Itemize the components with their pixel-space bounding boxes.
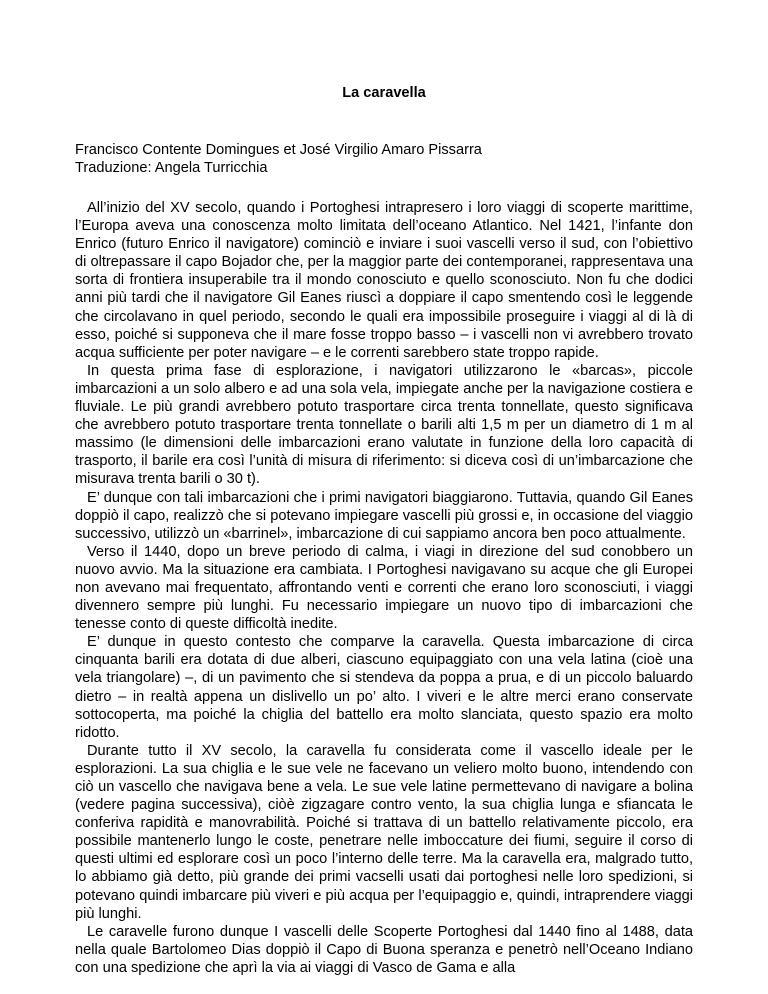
- paragraph: E’ dunque in questo contesto che comparve la caravella. Questa imbarcazione di circa cinquanta barili era dotata di due alberi, ciascuno equipaggiato con una vela latina (cioè una vela triangolare) –, di un pavimento che si stendeva da poppa a prua, e di un piccolo baluardo dietro – in realtà appena un dislivello un po’ alto. I viveri e le altre merci erano conservate sottocoperta, ma poiché la chiglia del battello era molto slanciata, questo spazio era molto ridotto.: [75, 634, 693, 741]
- paragraph: In questa prima fase di esplorazione, i navigatori utilizzarono le «barcas», piccole imbarcazioni a un solo albero e ad una sola vela, impiegate anche per la navigazione costiera e fluviale. Le più grandi avrebbero potuto trasportare circa trenta tonnellate, questo significava che avrebbero potuto trasportare trenta tonnellate o barili alti 1,5 m per un diametro di 1 m al massimo (le dimensioni delle imbarcazioni erano valutate in funzione della loro capacità di trasporto, il barile era così l’unità di misura di riferimento: si diceva così di un’imbarcazione che misurava trenta barili o 30 t).: [75, 362, 693, 488]
- author-block: [75, 141, 693, 177]
- paragraph: Verso il 1440, dopo un breve periodo di calma, i viagi in direzione del sud conobbero un nuovo avvio. Ma la situazione era cambiata. I Portoghesi navigavano su acque che gli Europei non avevano mai frequentato, affrontando venti e correnti che erano loro sconosciuti, i viaggi divennero sempre più lunghi. Fu necessario impiegare un nuovo tipo di imbarcazioni che tenesse conto di queste difficoltà inedite.: [75, 543, 693, 633]
- document-body: [75, 199, 693, 977]
- paragraph: All’inizio del XV secolo, quando i Portoghesi intrapresero i loro viaggi di scoperte marittime, l’Europa aveva una conoscenza molto limitata dell’oceano Atlantico. Nel 1421, l’infante don Enrico (futuro Enrico il navigatore) cominciò e inviare i suoi vascelli verso il sud, con l’obiettivo di oltrepassare il capo Bojador che, per la maggior parte dei contemporanei, rappresentava una sorta di frontiera insuperabile tra il mondo conosciuto e quello sconosciuto. Non fu che dodici anni più tardi che il navigatore Gil Eanes riuscì a doppiare il capo smentendo così le leggende che circolavano in quel periodo, secondo le quali era impossibile proseguire i viaggi al di là di esso, poiché si supponeva che il mare fosse troppo basso – i vascelli non vi avrebbero trovato acqua sufficiente per poter navigare – e le correnti sarebbero state troppo rapide.: [75, 200, 693, 361]
- paragraph: Le caravelle furono dunque I vascelli delle Scoperte Portoghesi dal 1440 fino al 1488, data nella quale Bartolomeo Dias doppiò il Capo di Buona speranza e penetrò nell’Oceano Indiano con una spedizione che aprì la via ai viaggi di Vasco de Gama e alla: [75, 923, 693, 976]
- paragraph: E’ dunque con tali imbarcazioni che i primi navigatori biaggiarono. Tuttavia, quando Gil Eanes doppiò il capo, realizzò che si potevano impiegare vascelli più grossi e, in occasione del viaggio successivo, utilizzò un «barrinel», imbarcazione di cui sappiamo ancora ben poco attualmente.: [75, 489, 693, 542]
- paragraph: Durante tutto il XV secolo, la caravella fu considerata come il vascello ideale per le esplorazioni. La sua chiglia e le sue vele ne facevano un veliero molto buono, intendendo con ciò un vascello che navigava bene a vela. Le sue vele latine permettevano di navigare a bolina (vedere pagina successiva), ciòè zigzagare contro vento, la sua chiglia lunga e sfiancata le conferiva rapidità e manovrabilità. Poiché si trattava di un battello relativamente piccolo, era possibile mantenerlo lungo le coste, penetrare nelle imboccature dei fiumi, seguire il corso di questi ultimi ed esplorare così un poco l’interno delle terre. Ma la caravella era, malgrado tutto, lo abbiamo già detto, più grande dei primi vacselli usati dai portoghesi nelle loro spedizioni, si potevano quindi imbarcare più viveri e più acqua per l’equipaggio e, quindi, intraprendere viaggi più lunghi.: [75, 742, 693, 922]
- document-title: La caravella: [342, 85, 426, 101]
- authors-line: Francisco Contente Domingues et José Virgilio Amaro Pissarra: [75, 142, 482, 158]
- translator-line: Traduzione: Angela Turricchia: [75, 160, 268, 177]
